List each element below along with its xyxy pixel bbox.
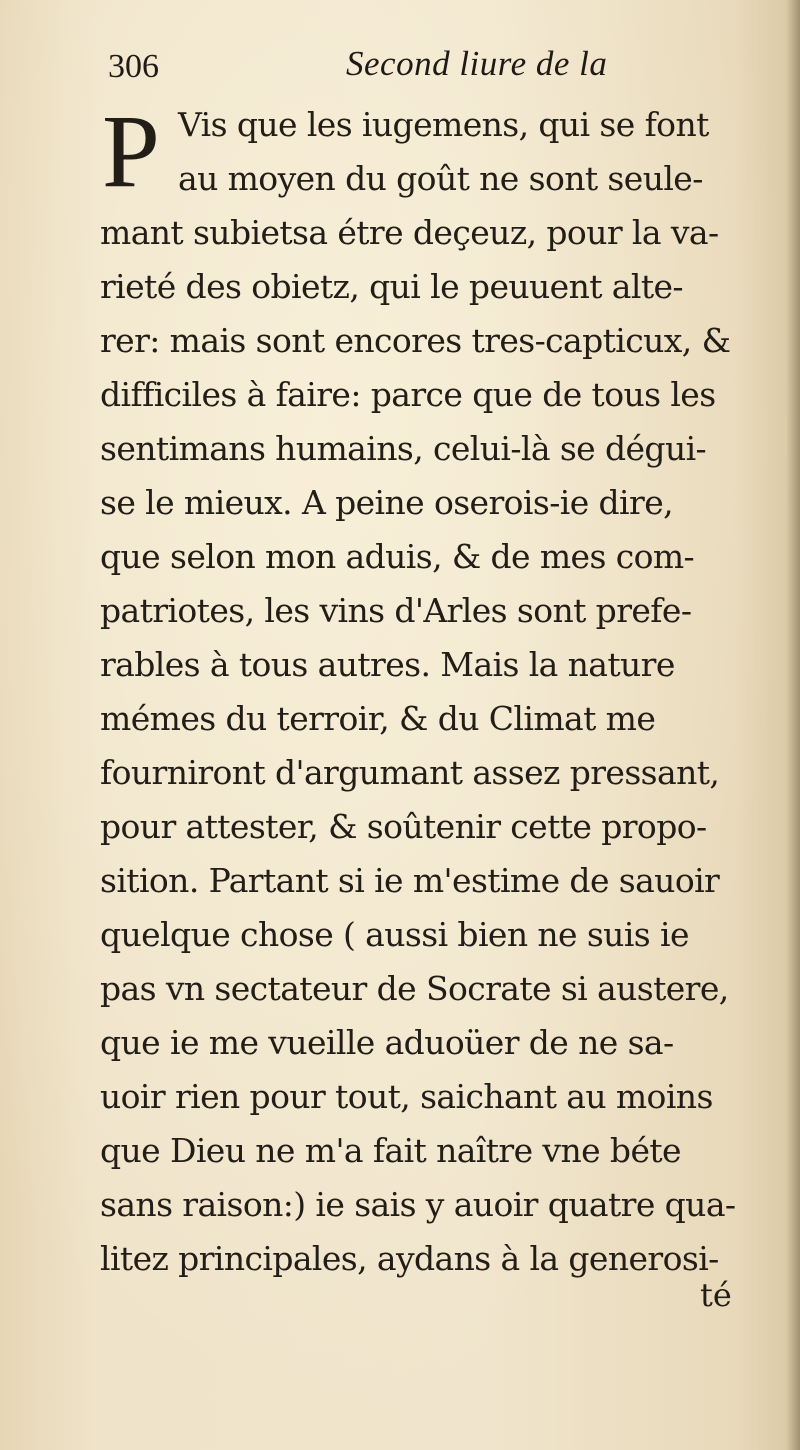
- text-line: Vis que les iugemens, qui se font: [178, 105, 709, 144]
- running-head: Second liure de la: [346, 44, 608, 83]
- text-line: fourniront d'argumant assez pressant,: [100, 753, 720, 792]
- text-line: difficiles à faire: parce que de tous les: [100, 375, 716, 414]
- text-line: litez principales, aydans à la generosi-: [100, 1239, 719, 1278]
- body-text: [100, 94, 770, 1286]
- drop-cap: P: [102, 94, 160, 209]
- text-line: que selon mon aduis, & de mes com-: [100, 537, 695, 576]
- text-line: sentimans humains, celui-là se dégui-: [100, 429, 707, 468]
- text-line: sans raison:) ie sais y auoir quatre qua-: [100, 1185, 736, 1224]
- text-line: rieté des obietz, qui le peuuent alte-: [100, 267, 683, 306]
- text-line: se le mieux. A peine oserois-ie dire,: [100, 483, 674, 522]
- text-line: patriotes, les vins d'Arles sont prefe-: [100, 591, 692, 630]
- page-header: [108, 40, 748, 90]
- text-line: quelque chose ( aussi bien ne suis ie: [100, 915, 689, 954]
- text-line: au moyen du goût ne sont seule-: [178, 159, 703, 198]
- text-line: rer: mais sont encores tres-capticux, &: [100, 321, 731, 360]
- text-line: sition. Partant si ie m'estime de sauoir: [100, 861, 720, 900]
- text-line: uoir rien pour tout, saichant au moins: [100, 1077, 713, 1116]
- catchword: té: [700, 1276, 732, 1314]
- text-line: que Dieu ne m'a fait naître vne béte: [100, 1131, 681, 1170]
- text-line: rables à tous autres. Mais la nature: [100, 645, 675, 684]
- page-number: 306: [108, 48, 159, 85]
- text-line: mant subietsa étre deçeuz, pour la va-: [100, 213, 719, 252]
- text-line: pour attester, & soûtenir cette propo-: [100, 807, 707, 846]
- text-line: mémes du terroir, & du Climat me: [100, 699, 656, 738]
- page-edge-shadow: [786, 0, 800, 1450]
- text-line: que ie me vueille aduoüer de ne sa-: [100, 1023, 674, 1062]
- text-line: pas vn sectateur de Socrate si austere,: [100, 969, 729, 1008]
